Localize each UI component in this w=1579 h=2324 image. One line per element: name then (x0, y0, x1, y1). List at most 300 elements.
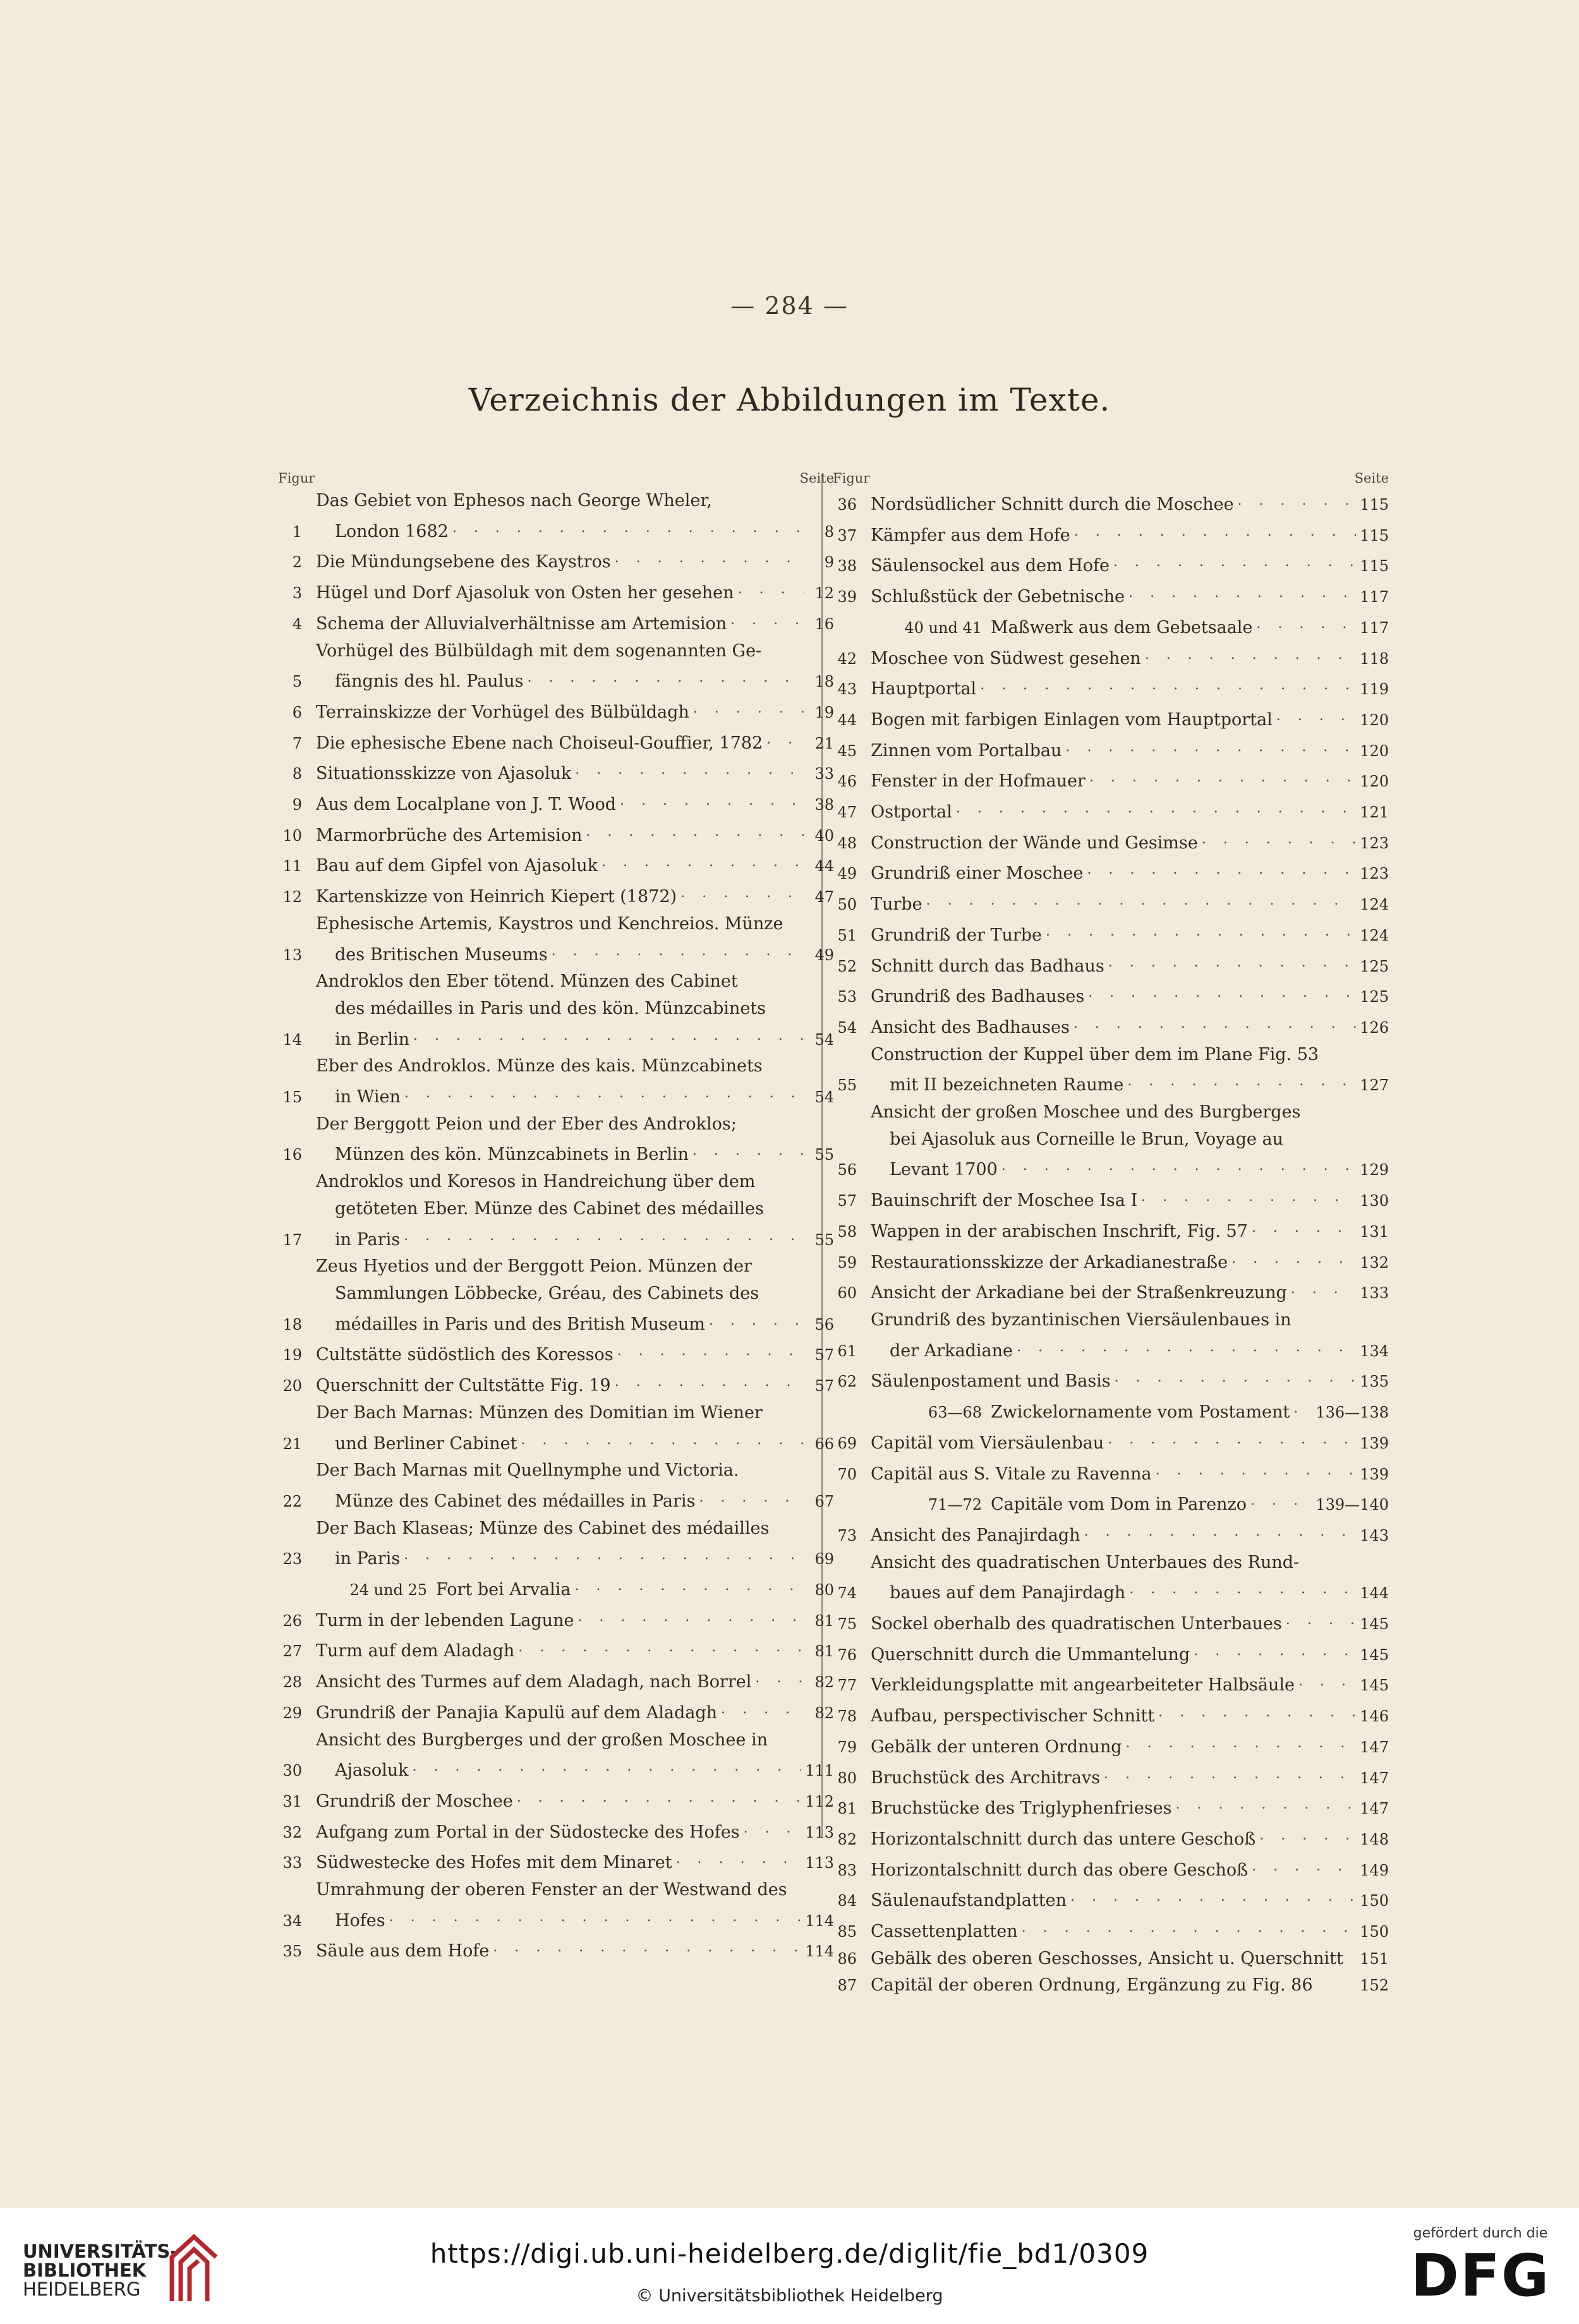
figure-number: 83 (837, 1861, 857, 1879)
dot-leader (693, 1138, 804, 1169)
description-line (316, 1815, 834, 1846)
page-reference[interactable]: 149 (1360, 1861, 1389, 1879)
dot-leader (404, 1542, 804, 1573)
figure-entry (833, 1638, 1389, 1669)
description-text: Die Mündungsebene des Kaystros (316, 552, 611, 572)
figure-number: 34 (282, 1912, 302, 1930)
page-reference[interactable]: 12 (814, 584, 834, 603)
page-reference[interactable]: 40 (814, 826, 834, 845)
figure-entry (278, 1169, 834, 1253)
description-line (871, 1791, 1389, 1822)
figure-description (871, 1276, 1389, 1307)
description-line (871, 1426, 1389, 1457)
dot-leader (1074, 1011, 1356, 1042)
figure-number: 9 (292, 796, 302, 814)
description-text: und Berliner Cabinet (335, 1433, 517, 1454)
figure-entry (833, 672, 1389, 703)
page-reference[interactable]: 150 (1360, 1923, 1389, 1941)
description-line (316, 911, 834, 938)
page-reference[interactable]: 147 (1360, 1738, 1389, 1756)
page-reference[interactable]: 55 (814, 1231, 834, 1249)
figure-description (871, 488, 1389, 519)
dot-leader (404, 1223, 804, 1254)
figure-description (316, 695, 834, 726)
figure-description (871, 1550, 1389, 1607)
figure-description (871, 1215, 1389, 1246)
page-reference[interactable]: 146 (1360, 1707, 1389, 1726)
figure-entry (833, 1307, 1389, 1364)
page-reference[interactable]: 114 (805, 1912, 834, 1930)
page-reference[interactable]: 54 (814, 1088, 834, 1107)
description-line (316, 1515, 834, 1543)
description-line (991, 1488, 1389, 1519)
figure-description (316, 1785, 834, 1815)
figure-description (871, 1668, 1389, 1699)
description-text: Capitäl aus S. Vitale zu Ravenna (871, 1464, 1152, 1484)
description-text: Grundriß des byzantinischen Viersäulenbaues in (871, 1310, 1292, 1330)
description-line (871, 1853, 1389, 1884)
figure-entry (833, 1550, 1389, 1607)
figure-description (316, 788, 834, 819)
description-line (871, 1364, 1389, 1395)
figure-description (316, 638, 834, 695)
figure-number: 76 (837, 1646, 857, 1664)
dot-leader (693, 695, 804, 726)
figure-header: Figur (833, 471, 870, 486)
description-line (871, 1126, 1389, 1153)
figure-entry (833, 580, 1389, 611)
dot-leader (615, 1369, 804, 1400)
description-line (871, 949, 1389, 980)
dot-leader (452, 515, 804, 546)
page-reference[interactable]: 139 (1360, 1434, 1389, 1452)
description-line (871, 580, 1389, 611)
dfg-logo[interactable] (1401, 2225, 1559, 2314)
description-text: Terrainskizze der Vorhügel des Bülbüldagh (316, 702, 689, 722)
figure-number: 78 (837, 1707, 857, 1726)
description-line (316, 1427, 834, 1458)
figure-description (871, 857, 1389, 888)
dot-leader (1017, 1334, 1356, 1365)
page-reference[interactable]: 131 (1360, 1222, 1389, 1241)
dot-leader (755, 1665, 804, 1696)
permalink-url[interactable]: https://digi.ub.uni-heidelberg.de/diglit/fie_bd1/0309 (430, 2238, 1149, 2269)
figure-entry (833, 1215, 1389, 1246)
dot-leader (413, 1023, 804, 1054)
figure-entry (833, 1946, 1389, 1973)
figure-number: 75 (837, 1615, 857, 1634)
figure-description (316, 1877, 834, 1934)
figure-description (871, 1730, 1389, 1761)
figure-number: 73 (837, 1526, 857, 1544)
description-line (871, 519, 1389, 550)
page-reference[interactable]: 47 (814, 888, 834, 906)
page-reference[interactable]: 117 (1360, 618, 1389, 637)
figure-description (871, 1822, 1389, 1853)
description-text: Schnitt durch das Badhaus (871, 956, 1104, 976)
description-line (316, 1877, 834, 1904)
figure-number: 37 (837, 526, 857, 545)
description-text: Grundriß der Panajia Kapulü auf dem Aladagh (316, 1702, 718, 1723)
figure-entry (278, 1573, 834, 1604)
page-reference[interactable]: 130 (1360, 1192, 1389, 1210)
figure-entry (278, 788, 834, 819)
description-text: Eber des Androklos. Münze des kais. Münzcabinets (316, 1056, 763, 1076)
dot-leader (1202, 826, 1356, 857)
page-reference[interactable]: 143 (1360, 1526, 1389, 1544)
page-reference[interactable]: 18 (814, 673, 834, 691)
description-text: Querschnitt der Cultstätte Fig. 19 (316, 1376, 611, 1396)
description-line (871, 1730, 1389, 1761)
dot-leader (1175, 1791, 1356, 1822)
figure-number: 47 (837, 804, 857, 822)
figure-number: 57 (837, 1192, 857, 1210)
page-reference[interactable]: 132 (1360, 1253, 1389, 1272)
figure-description (871, 888, 1389, 918)
page-reference[interactable]: 123 (1360, 834, 1389, 852)
page-reference[interactable]: 69 (814, 1550, 834, 1568)
description-text: Grundriß des Badhauses (871, 987, 1085, 1007)
page-reference[interactable]: 145 (1360, 1646, 1389, 1664)
page-reference[interactable]: 67 (814, 1492, 834, 1510)
dot-leader (389, 1904, 802, 1935)
figure-entry (833, 1184, 1389, 1215)
figure-entry (833, 857, 1389, 888)
dot-leader (1276, 703, 1356, 734)
figure-description (316, 880, 834, 911)
description-text: Ansicht der Arkadiane bei der Straßenkreuzung (871, 1283, 1287, 1303)
description-text: Verkleidungsplatte mit angearbeiteter Halbsäule (871, 1675, 1295, 1695)
description-line (871, 1638, 1389, 1669)
figure-number: 51 (837, 926, 857, 944)
page-reference[interactable]: 129 (1360, 1161, 1389, 1179)
description-line (871, 1946, 1389, 1973)
description-text: Säulensockel aus dem Hofe (871, 556, 1110, 576)
page-reference[interactable]: 136—138 (1316, 1404, 1389, 1422)
sponsor-caption: gefördert durch die (1413, 2225, 1548, 2241)
dot-leader (578, 1604, 804, 1635)
figure-entry (833, 1884, 1389, 1915)
figure-entry (278, 1338, 834, 1369)
page-reference[interactable]: 118 (1360, 649, 1389, 668)
figure-number: 8 (292, 765, 302, 783)
page-reference[interactable]: 82 (814, 1704, 834, 1722)
figure-number: 85 (837, 1923, 857, 1941)
figure-description (871, 549, 1389, 580)
figure-description (991, 611, 1389, 642)
page-reference[interactable]: 81 (814, 1642, 834, 1661)
description-text: Ostportal (871, 802, 952, 822)
page-reference[interactable]: 125 (1360, 988, 1389, 1006)
description-text: Ansicht des quadratischen Unterbaues des Rund- (871, 1552, 1300, 1572)
description-text: Gebälk der unteren Ordnung (871, 1737, 1122, 1757)
figure-number: 20 (282, 1377, 302, 1395)
description-text: fängnis des hl. Paulus (335, 671, 524, 692)
figure-entry (278, 576, 834, 607)
page-reference[interactable]: 115 (1360, 557, 1389, 575)
right-column (833, 469, 1389, 1999)
page-reference[interactable]: 145 (1360, 1615, 1389, 1634)
figure-description (871, 1184, 1389, 1215)
page-reference[interactable]: 115 (1360, 496, 1389, 514)
page-reference[interactable]: 9 (824, 553, 834, 572)
page-reference[interactable]: 113 (805, 1854, 834, 1872)
page-reference[interactable]: 82 (814, 1673, 834, 1692)
description-line (316, 1169, 834, 1196)
dot-leader (737, 576, 804, 607)
description-text: Ansicht des Panajirdagh (871, 1525, 1080, 1545)
figure-description (316, 545, 834, 576)
page-reference[interactable]: 55 (814, 1146, 834, 1164)
description-text: Hügel und Dorf Ajasoluk von Osten her gesehen (316, 583, 734, 603)
figure-entry (278, 1665, 834, 1696)
description-text: Sammlungen Löbbecke, Gréau, des Cabinets des (335, 1283, 759, 1303)
description-text: Cultstätte südöstlich des Koressos (316, 1345, 614, 1365)
page-reference[interactable]: 150 (1360, 1892, 1389, 1910)
description-text: médailles in Paris und des British Museum (335, 1314, 705, 1334)
page-reference[interactable]: 147 (1360, 1769, 1389, 1787)
page-reference[interactable]: 124 (1360, 896, 1389, 914)
figure-description (316, 1815, 834, 1846)
figure-entry (278, 1457, 834, 1515)
description-line (316, 1053, 834, 1080)
description-text: Aufbau, perspectivischer Schnitt (871, 1706, 1155, 1726)
figure-entry (278, 726, 834, 757)
dot-leader (1256, 611, 1356, 642)
figure-number: 12 (282, 888, 302, 906)
page-reference[interactable]: 152 (1360, 1977, 1389, 1995)
description-line (871, 1215, 1389, 1246)
page-reference[interactable]: 121 (1360, 804, 1389, 822)
figure-number: 36 (837, 496, 857, 514)
figure-description (316, 1253, 834, 1338)
figure-entry (278, 1604, 834, 1635)
description-line (316, 638, 834, 665)
page-reference[interactable]: 144 (1360, 1584, 1389, 1603)
figure-number: 49 (837, 865, 857, 883)
page-reference[interactable]: 38 (814, 796, 834, 814)
description-line (316, 488, 834, 515)
page-reference[interactable]: 119 (1360, 680, 1389, 699)
page-reference[interactable]: 133 (1360, 1284, 1389, 1303)
figure-number: 69 (837, 1434, 857, 1452)
page-reference[interactable]: 8 (824, 522, 834, 541)
page-header: Seite (1354, 471, 1389, 486)
description-line (871, 1915, 1389, 1946)
description-line (871, 672, 1389, 703)
page-reference[interactable]: 33 (814, 765, 834, 783)
description-text: Construction der Wände und Gesimse (871, 833, 1198, 853)
dot-leader (956, 795, 1356, 826)
page-reference[interactable]: 56 (814, 1315, 834, 1334)
description-text: Ansicht der großen Moschee und des Burgberges (871, 1102, 1301, 1123)
page-reference[interactable]: 151 (1360, 1949, 1389, 1968)
dot-leader (709, 1308, 804, 1339)
page-reference[interactable]: 16 (814, 615, 834, 633)
page-reference[interactable]: 57 (814, 1377, 834, 1395)
description-line (871, 1246, 1389, 1277)
figure-number: 28 (282, 1673, 302, 1692)
page-reference[interactable]: 120 (1360, 711, 1389, 729)
figure-description (871, 1607, 1389, 1638)
figure-entry (278, 1846, 834, 1877)
page-reference[interactable]: 127 (1360, 1076, 1389, 1095)
description-text: London 1682 (335, 521, 449, 541)
dot-leader (1115, 1364, 1357, 1395)
description-text: Androklos und Koresos in Handreichung über dem (316, 1172, 756, 1192)
description-text: Androklos den Eber tötend. Münzen des Cabinet (316, 972, 738, 992)
page-reference[interactable]: 21 (814, 734, 834, 752)
figure-entry (833, 1276, 1389, 1307)
page-reference[interactable]: 49 (814, 946, 834, 964)
description-line (991, 1395, 1389, 1426)
figure-description (871, 980, 1389, 1011)
dot-leader (552, 938, 804, 969)
description-line (871, 1576, 1389, 1607)
description-line (871, 795, 1389, 826)
page-reference[interactable]: 112 (805, 1792, 834, 1810)
page-reference[interactable]: 66 (814, 1435, 834, 1453)
figure-entry (833, 1607, 1389, 1638)
description-line (871, 1042, 1389, 1069)
description-line (871, 549, 1389, 580)
dot-leader (1088, 980, 1356, 1011)
dot-leader (1238, 488, 1357, 519)
page-reference[interactable]: 135 (1360, 1373, 1389, 1391)
figure-number: 46 (837, 773, 857, 791)
figure-description (871, 918, 1389, 949)
page-reference[interactable]: 123 (1360, 865, 1389, 883)
description-line (316, 1934, 834, 1965)
figure-description (316, 726, 834, 757)
dot-leader (1129, 1576, 1356, 1607)
figure-description (871, 1307, 1389, 1364)
description-line (871, 1761, 1389, 1792)
description-line (316, 1785, 834, 1815)
figure-entry (833, 1853, 1389, 1884)
page-reference[interactable]: 19 (814, 703, 834, 721)
dot-leader (575, 757, 804, 788)
figure-description (871, 1915, 1389, 1946)
description-line (871, 980, 1389, 1011)
figure-description (871, 1042, 1389, 1099)
page-reference[interactable]: 125 (1360, 957, 1389, 975)
figure-entry (833, 549, 1389, 580)
description-text: Construction der Kuppel über dem im Plane Fig. 53 (871, 1044, 1319, 1064)
description-text: Aus dem Localplane von J. T. Wood (316, 795, 617, 815)
page-reference[interactable]: 114 (805, 1942, 834, 1961)
dot-leader (730, 607, 804, 638)
description-text: getöteten Eber. Münze des Cabinet des médailles (335, 1198, 764, 1219)
page-reference[interactable]: 113 (805, 1823, 834, 1841)
dot-leader (1108, 1426, 1356, 1457)
description-text: Capitäl der oberen Ordnung, Ergänzung zu Fig. 86 (871, 1975, 1313, 1996)
figure-number: 30 (282, 1762, 302, 1780)
page-reference[interactable]: 81 (814, 1611, 834, 1630)
description-line (871, 1519, 1389, 1550)
page-reference[interactable]: 117 (1360, 588, 1389, 606)
description-text: Ajasoluk (335, 1761, 409, 1781)
description-line (316, 819, 834, 850)
page-reference[interactable]: 147 (1360, 1800, 1389, 1818)
figure-entry (833, 1915, 1389, 1946)
page-reference[interactable]: 148 (1360, 1830, 1389, 1848)
figure-number: 26 (282, 1611, 302, 1630)
figure-description (316, 849, 834, 880)
page-reference[interactable]: 111 (805, 1762, 834, 1780)
page-reference[interactable]: 134 (1360, 1342, 1389, 1360)
description-line (316, 1457, 834, 1484)
description-text: Ansicht des Burgberges und der großen Moschee in (316, 1730, 768, 1750)
figure-number: 53 (837, 988, 857, 1006)
figure-description (991, 1395, 1389, 1426)
figure-entry (833, 1730, 1389, 1761)
description-text: Säulenaufstandplatten (871, 1891, 1067, 1911)
dot-leader (1286, 1607, 1356, 1638)
page-reference[interactable]: 126 (1360, 1018, 1389, 1037)
figure-description (871, 734, 1389, 765)
description-line (316, 849, 834, 880)
figure-entry (833, 1042, 1389, 1099)
page-reference[interactable]: 80 (814, 1581, 834, 1599)
dot-leader (1252, 1853, 1356, 1884)
figure-number: 19 (282, 1346, 302, 1364)
page-reference[interactable]: 145 (1360, 1677, 1389, 1695)
figure-entry (833, 1972, 1389, 1999)
page-reference[interactable]: 115 (1360, 526, 1389, 545)
figure-description (871, 672, 1389, 703)
left-column-header (278, 469, 834, 488)
dot-leader (676, 1846, 802, 1877)
figure-number: 61 (837, 1342, 857, 1360)
description-text: Säule aus dem Hofe (316, 1941, 490, 1961)
figure-number: 10 (282, 826, 302, 845)
figure-description (871, 1853, 1389, 1884)
dot-leader (1259, 1822, 1356, 1853)
description-text: Levant 1700 (890, 1160, 998, 1180)
description-line (316, 1196, 834, 1223)
figure-entry (833, 949, 1389, 980)
page-reference[interactable]: 139 (1360, 1465, 1389, 1483)
description-line (316, 1308, 834, 1339)
description-line (871, 1184, 1389, 1215)
page-reference[interactable]: 120 (1360, 742, 1389, 760)
page-reference[interactable]: 124 (1360, 926, 1389, 944)
dot-leader (1001, 1153, 1356, 1184)
dot-leader (493, 1934, 801, 1965)
page-reference[interactable]: 54 (814, 1030, 834, 1049)
description-text: Bauinschrift der Moschee Isa I (871, 1191, 1138, 1211)
figure-number: 80 (837, 1769, 857, 1787)
figure-description (871, 1884, 1389, 1915)
description-text: Bruchstücke des Triglyphenfrieses (871, 1798, 1172, 1819)
description-text: Sockel oberhalb des quadratischen Unterbaues (871, 1614, 1282, 1634)
dot-leader (681, 880, 804, 911)
description-line (871, 1307, 1389, 1334)
figure-description (871, 1099, 1389, 1184)
figure-entry (278, 819, 834, 850)
library-name-line: UNIVERSITÄTS- (23, 2241, 178, 2262)
description-line (871, 1884, 1389, 1915)
page-reference[interactable]: 139—140 (1316, 1496, 1389, 1514)
figure-description (871, 764, 1389, 795)
page-reference[interactable]: 120 (1360, 773, 1389, 791)
figure-entry (833, 1488, 1389, 1519)
figure-entry (833, 1426, 1389, 1457)
page-reference[interactable]: 57 (814, 1346, 834, 1364)
page-reference[interactable]: 44 (814, 857, 834, 876)
description-text: Der Bach Klaseas; Münze des Cabinet des médailles (316, 1518, 770, 1538)
